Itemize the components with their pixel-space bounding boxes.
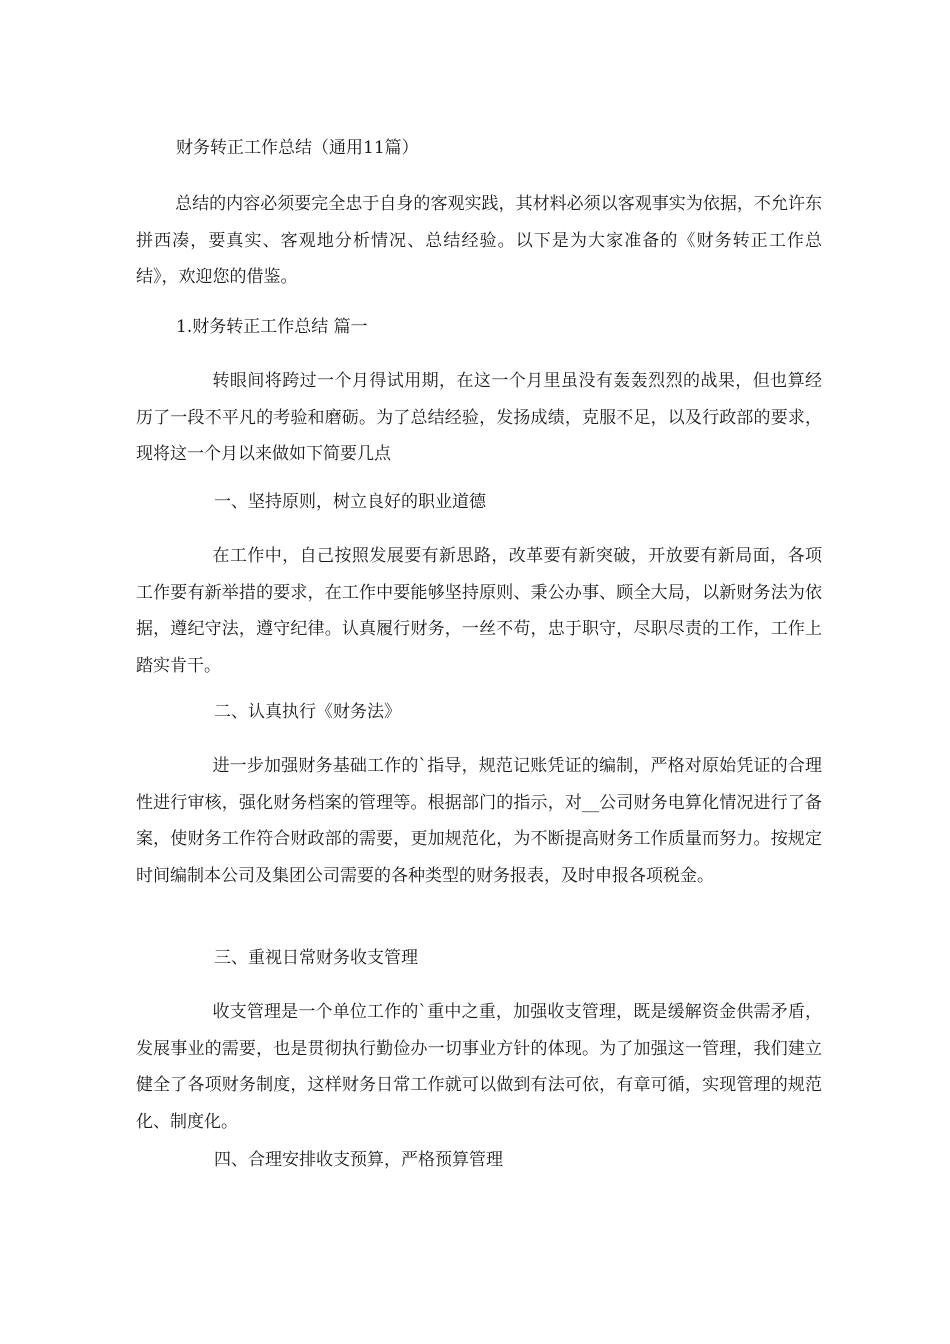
heading-2: 二、认真执行《财务法》 (214, 702, 401, 722)
paragraph-1: 转眼间将跨过一个月得试用期，在这一个月里虽没有轰轰烈烈的战果，但也算经历了一段不平凡的考验和磨砺。为了总结经验，发扬成绩，克服不足，以及行政部的要求，现将这一个月以来做如下简要几点 (136, 371, 822, 464)
section-title: 1.财务转正工作总结 篇一 (176, 317, 368, 337)
document-title: 财务转正工作总结（通用11篇） (176, 138, 419, 158)
paragraph-2: 在工作中，自己按照发展要有新思路，改革要有新突破，开放要有新局面，各项工作要有新举措的要求，在工作中要能够坚持原则、秉公办事、顾全大局，以新财务法为依据，遵纪守法，遵守纪律。认真履行财务，一丝不苟，忠于职守，尽职尽责的工作，工作上踏实肯干。 (136, 546, 822, 676)
paragraph-4: 收支管理是一个单位工作的`重中之重，加强收支管理，既是缓解资金供需矛盾，发展事业的需要，也是贯彻执行勤俭办一切事业方针的体现。为了加强这一管理，我们建立健全了各项财务制度，这样财务日常工作就可以做到有法可依，有章可循，实现管理的规范化、制度化。 (136, 1002, 822, 1132)
paragraph-3: 进一步加强财务基础工作的`指导，规范记账凭证的编制，严格对原始凭证的合理性进行审核，强化财务档案的管理等。根据部门的指示，对__公司财务电算化情况进行了备案，使财务工作符合财政部的需要，更加规范化，为不断提高财务工作质量而努力。按规定时间编制本公司及集团公司需要的各种类型的财务报表，及时申报各项税金。 (136, 756, 822, 886)
heading-1: 一、坚持原则，树立良好的职业道德 (214, 492, 486, 512)
heading-4: 四、合理安排收支预算，严格预算管理 (214, 1150, 503, 1170)
intro-paragraph: 总结的内容必须要完全忠于自身的客观实践，其材料必须以客观事实为依据，不允许东拼西凑，要真实、客观地分析情况、总结经验。以下是为大家准备的《财务转正工作总结》，欢迎您的借鉴。 (136, 194, 822, 287)
heading-3: 三、重视日常财务收支管理 (214, 948, 418, 968)
